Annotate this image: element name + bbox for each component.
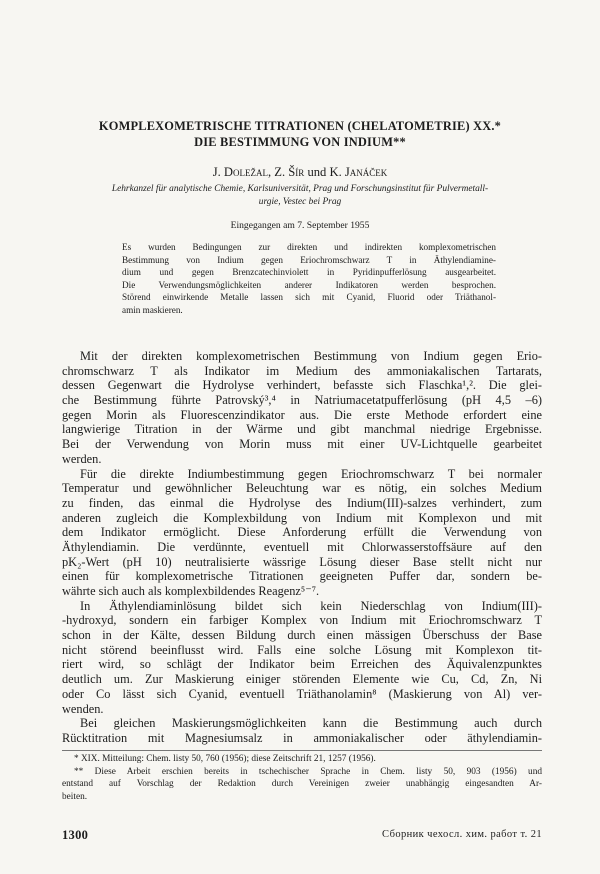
body-line: -hydroxyd, sondern ein farbiger Komplex von Indium mit Eriochromschwarz T <box>62 613 542 628</box>
body-line: langwierige Titration in der Wärme und gibt manchmal niedrige Ergebnisse. <box>62 422 542 437</box>
affiliation-line: Lehrkanzel für analytische Chemie, Karlsuniversität, Prag und Forschungsinstitut für Pulvermetall- <box>111 184 489 194</box>
body-line: In Äthylendiaminlösung bildet sich kein Niederschlag von Indium(III)- <box>80 598 542 613</box>
affiliation <box>58 183 542 209</box>
body-line: dessen Gegenwart die Hydrolyse verhindert, befasste sich Flaschka¹,². Die glei- <box>62 378 542 393</box>
body-line: oder Co lässt sich Cyanid, eventuell Triäthanolamin⁸ (Maskierung von Al) ver- <box>62 686 542 701</box>
abstract-line: dium und gegen Brenzcatechinviolett in Pyridinpufferlösung ausgearbeitet. <box>122 267 496 278</box>
body-line: riert wird, so schlägt der Indikator beim Erreichen des Äquivalenzpunktes <box>62 657 542 672</box>
body-text <box>62 349 542 746</box>
body-line: Temperatur und gewöhnlicher Beleuchtung war es nötig, ein solches Medium <box>62 481 542 496</box>
article-title-line-2: DIE BESTIMMUNG VON INDIUM** <box>194 135 406 149</box>
abstract-line: amin maskieren. <box>122 304 183 315</box>
body-line: chromschwarz T als Indikator im Medium des ammoniakalischen Tartarats, <box>62 363 542 378</box>
abstract-line: Es wurden Bedingungen zur direkten und indirekten komplexometrischen <box>122 242 496 252</box>
affiliation-line: urgie, Vestec bei Prag <box>258 197 342 207</box>
page-number: 1300 <box>62 828 89 842</box>
abstract-line: Störend einwirkende Metalle lassen sich mit Cyanid, Fluorid oder Triäthanol- <box>122 292 496 303</box>
body-line: werden. <box>62 451 102 466</box>
body-line: währte sich auch als komplexbildendes Reagenz⁵⁻⁷. <box>62 584 320 598</box>
author-separator-2: und K. <box>304 165 345 179</box>
author-2-name: Šír <box>288 165 305 179</box>
journal-reference: Сборник чехосл. хим. работ т. 21 <box>382 829 542 840</box>
abstract-line: Bestimmung von Indium gegen Eriochromschwarz T in Äthylendiamine- <box>122 254 496 265</box>
author-separator-1: , Z. <box>267 165 289 179</box>
abstract <box>122 241 496 317</box>
footnote-line: ** Diese Arbeit erschien bereits in tschechischer Sprache in Chem. listy 50, 903 (1956) und <box>74 766 542 777</box>
body-line: Mit der direkten komplexometrischen Bestimmung von Indium gegen Erio- <box>80 349 542 363</box>
body-line: nicht störend beeinflusst wird. Falls eine solche Lösung mit Komplexon tit- <box>62 642 542 657</box>
body-line: zu finden, das einmal die Hydrolyse des Indium(III)-salzes verhindert, zum <box>62 495 542 510</box>
received-date: Eingegangen am 7. September 1955 <box>230 220 370 231</box>
body-line: dem Indikator ermöglicht. Diese Anforderung erfüllt die Verwendung von <box>62 525 542 540</box>
body-line: che Bestimmung führte Patrovský³,⁴ in Natriumacetatpufferlösung (pH 4,5 –6) <box>62 393 542 408</box>
body-line: pK₂-Wert (pH 10) neutralisierte wässrige Lösung dieser Base stellt nicht nur <box>62 554 542 569</box>
author-3-name: Janáček <box>344 165 388 179</box>
body-line: Für die direkte Indiumbestimmung gegen Eriochromschwarz T bei normaler <box>80 466 542 481</box>
footnote-rule <box>62 750 542 751</box>
article-title-line-1: KOMPLEXOMETRISCHE TITRATIONEN (CHELATOMETRIE) XX.* <box>98 119 502 133</box>
body-line: anderen zugleich die Komplexbildung von Indium mit Komplexon und mit <box>62 510 542 525</box>
body-line: einen für komplexometrische Titrationen geeigneten Puffer dar, sondern be- <box>62 569 542 584</box>
body-line: Äthylendiamin. Die verdünnte, eventuell mit Chlorwasserstoffsäure auf den <box>62 539 542 554</box>
footnote-line: * XIX. Mitteilung: Chem. listy 50, 760 (1956); diese Zeitschrift 21, 1257 (1956). <box>74 754 376 764</box>
abstract-line: Die Verwendungsmöglichkeiten anderer Indikatoren werden besprochen. <box>122 279 496 290</box>
body-line: Bei der Verwendung von Morin muss mit einer UV-Lichtquelle gearbeitet <box>62 437 542 452</box>
body-line: Bei gleichen Maskierungsmöglichkeiten kann die Bestimmung auch durch <box>80 716 542 731</box>
body-line: wenden. <box>62 701 104 716</box>
author-1-name: Doležal <box>223 165 268 179</box>
body-line: Rücktitration mit Magnesiumsalz in ammoniakalischer oder äthylendiamin- <box>62 730 542 745</box>
body-line: deutlich um. Zur Maskierung einiger störenden Elemente wie Cu, Cd, Zn, Ni <box>62 672 542 687</box>
author-1-initial: J. <box>212 165 224 179</box>
footnotes <box>62 753 542 803</box>
footnote-line: entstand auf Vorschlag der Redaktion durch Vereinigen zweier unabhängig eingesandten Ar- <box>62 779 542 789</box>
body-line: gegen Morin als Fluorescenzindikator aus. Die erste Methode erfordert eine <box>62 407 542 422</box>
footnote-line: beiten. <box>62 791 88 802</box>
author-line <box>40 164 560 180</box>
body-line: schon in der Kälte, dessen Bildung durch einen mässigen Überschuss der Base <box>62 628 542 643</box>
